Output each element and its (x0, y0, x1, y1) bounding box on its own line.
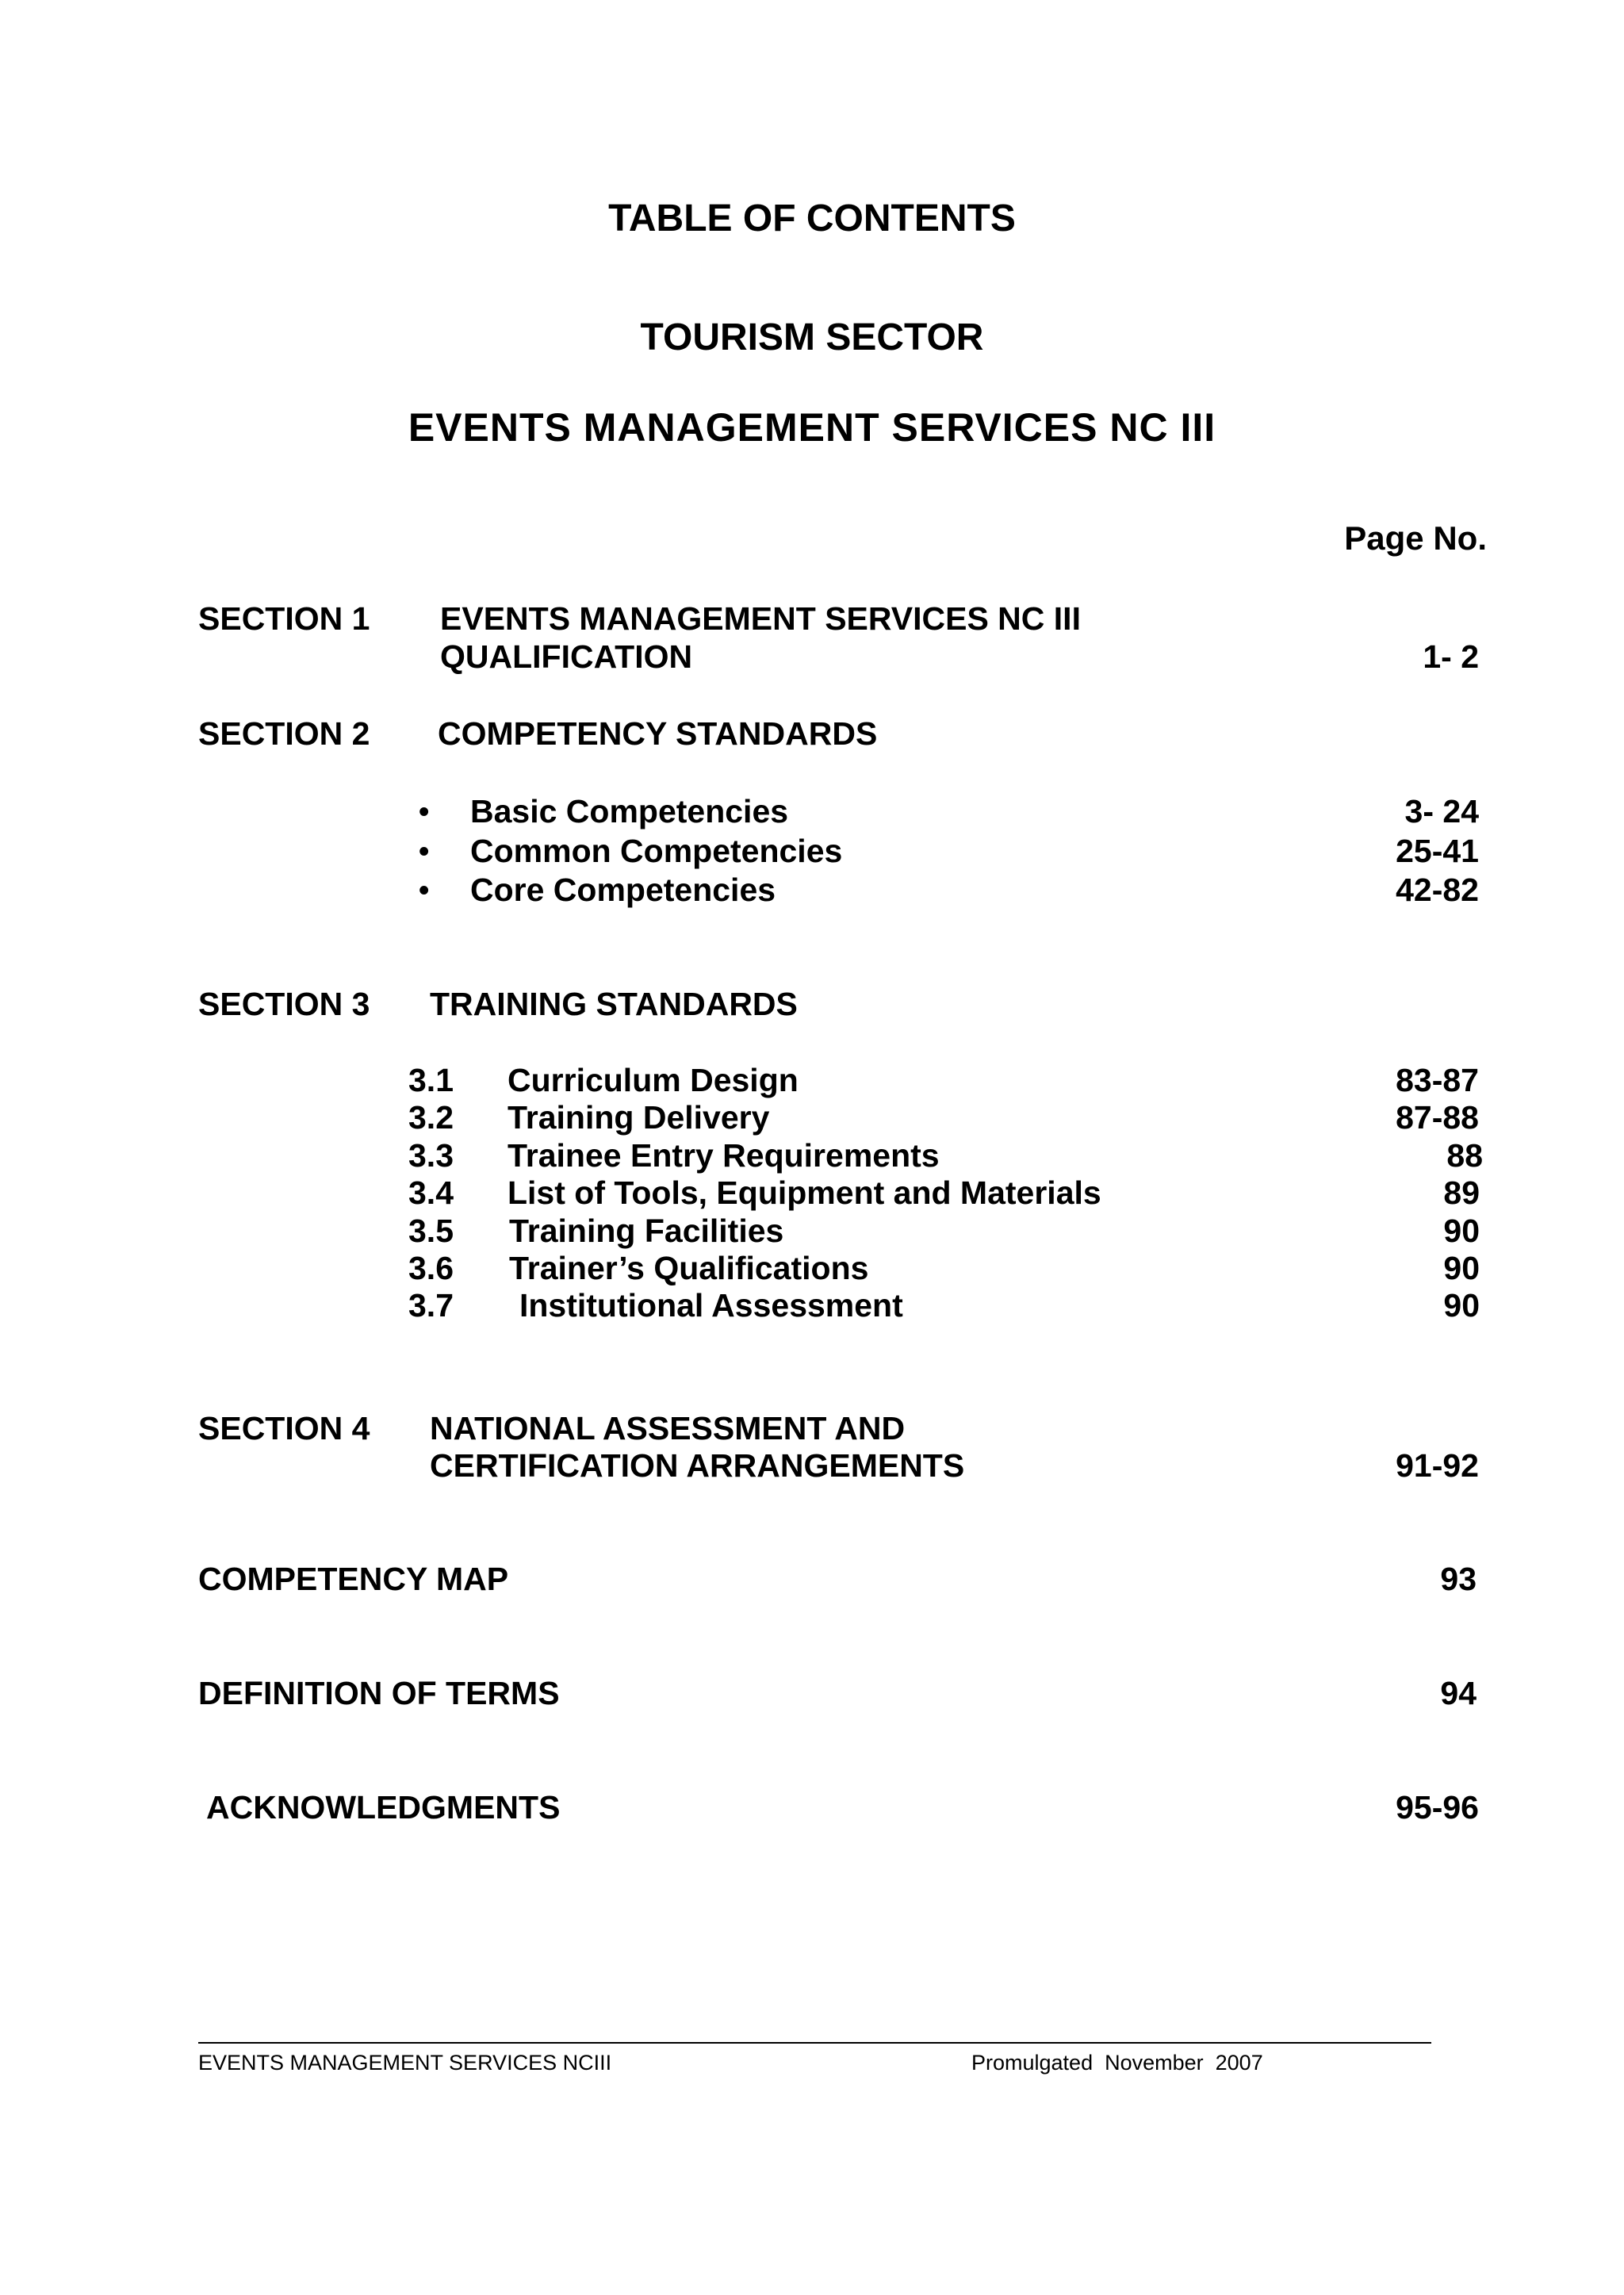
footer-right-text: Promulgated November 2007 (971, 2051, 1263, 2075)
core-competencies-label: Core Competencies (470, 872, 776, 908)
section-1-label: SECTION 1 (198, 600, 370, 637)
item-3-6-label: Trainer’s Qualifications (509, 1250, 869, 1286)
item-3-4-label: List of Tools, Equipment and Materials (508, 1174, 1101, 1211)
item-3-5-number: 3.5 (408, 1213, 454, 1249)
section-2-label: SECTION 2 (198, 715, 370, 752)
item-3-2-number: 3.2 (408, 1099, 454, 1136)
item-3-1-pages: 83-87 (1396, 1062, 1479, 1098)
item-3-5-label: Training Facilities (509, 1213, 784, 1249)
bullet-icon: • (419, 795, 430, 829)
section-1-title-line2: QUALIFICATION (440, 638, 693, 675)
item-3-1-number: 3.1 (408, 1062, 454, 1098)
item-3-3-number: 3.3 (408, 1137, 454, 1174)
definition-of-terms-pages: 94 (1440, 1675, 1477, 1711)
page-no-label: Page No. (1344, 519, 1487, 557)
item-3-6-number: 3.6 (408, 1250, 454, 1286)
footer-left-text: EVENTS MANAGEMENT SERVICES NCIII (198, 2051, 612, 2075)
acknowledgments-label: ACKNOWLEDGMENTS (206, 1789, 561, 1826)
bullet-icon: • (419, 874, 430, 907)
qualification-title: EVENTS MANAGEMENT SERVICES NC III (408, 405, 1216, 450)
item-3-1-label: Curriculum Design (508, 1062, 799, 1098)
section-1-pages: 1- 2 (1423, 638, 1479, 675)
competency-map-label: COMPETENCY MAP (198, 1561, 509, 1597)
section-4-title-line2: CERTIFICATION ARRANGEMENTS (430, 1447, 965, 1484)
acknowledgments-pages: 95-96 (1396, 1789, 1479, 1826)
section-2-title: COMPETENCY STANDARDS (438, 715, 878, 752)
definition-of-terms-label: DEFINITION OF TERMS (198, 1675, 560, 1711)
item-3-2-label: Training Delivery (508, 1099, 770, 1136)
item-3-3-label: Trainee Entry Requirements (508, 1137, 940, 1174)
item-3-2-pages: 87-88 (1396, 1099, 1479, 1136)
competency-map-pages: 93 (1440, 1561, 1477, 1597)
sector-title: TOURISM SECTOR (640, 316, 984, 358)
item-3-6-pages: 90 (1443, 1250, 1480, 1286)
section-3-label: SECTION 3 (198, 986, 370, 1022)
page-title: TABLE OF CONTENTS (608, 197, 1016, 239)
section-4-title-line1: NATIONAL ASSESSMENT AND (430, 1410, 906, 1446)
core-competencies-pages: 42-82 (1396, 872, 1479, 908)
section-3-title: TRAINING STANDARDS (430, 986, 798, 1022)
common-competencies-pages: 25-41 (1396, 833, 1479, 869)
basic-competencies-label: Basic Competencies (470, 793, 789, 829)
item-3-4-number: 3.4 (408, 1174, 454, 1211)
item-3-3-pages: 88 (1446, 1137, 1483, 1174)
section-1-title-line1: EVENTS MANAGEMENT SERVICES NC III (440, 600, 1081, 637)
item-3-5-pages: 90 (1443, 1213, 1480, 1249)
item-3-7-label: Institutional Assessment (519, 1287, 903, 1324)
bullet-icon: • (419, 835, 430, 868)
item-3-7-pages: 90 (1443, 1287, 1480, 1324)
basic-competencies-pages: 3- 24 (1404, 793, 1479, 829)
item-3-4-pages: 89 (1443, 1174, 1480, 1211)
common-competencies-label: Common Competencies (470, 833, 843, 869)
section-4-pages: 91-92 (1396, 1447, 1479, 1484)
footer-divider (198, 2042, 1431, 2044)
section-4-label: SECTION 4 (198, 1410, 370, 1446)
item-3-7-number: 3.7 (408, 1287, 454, 1324)
